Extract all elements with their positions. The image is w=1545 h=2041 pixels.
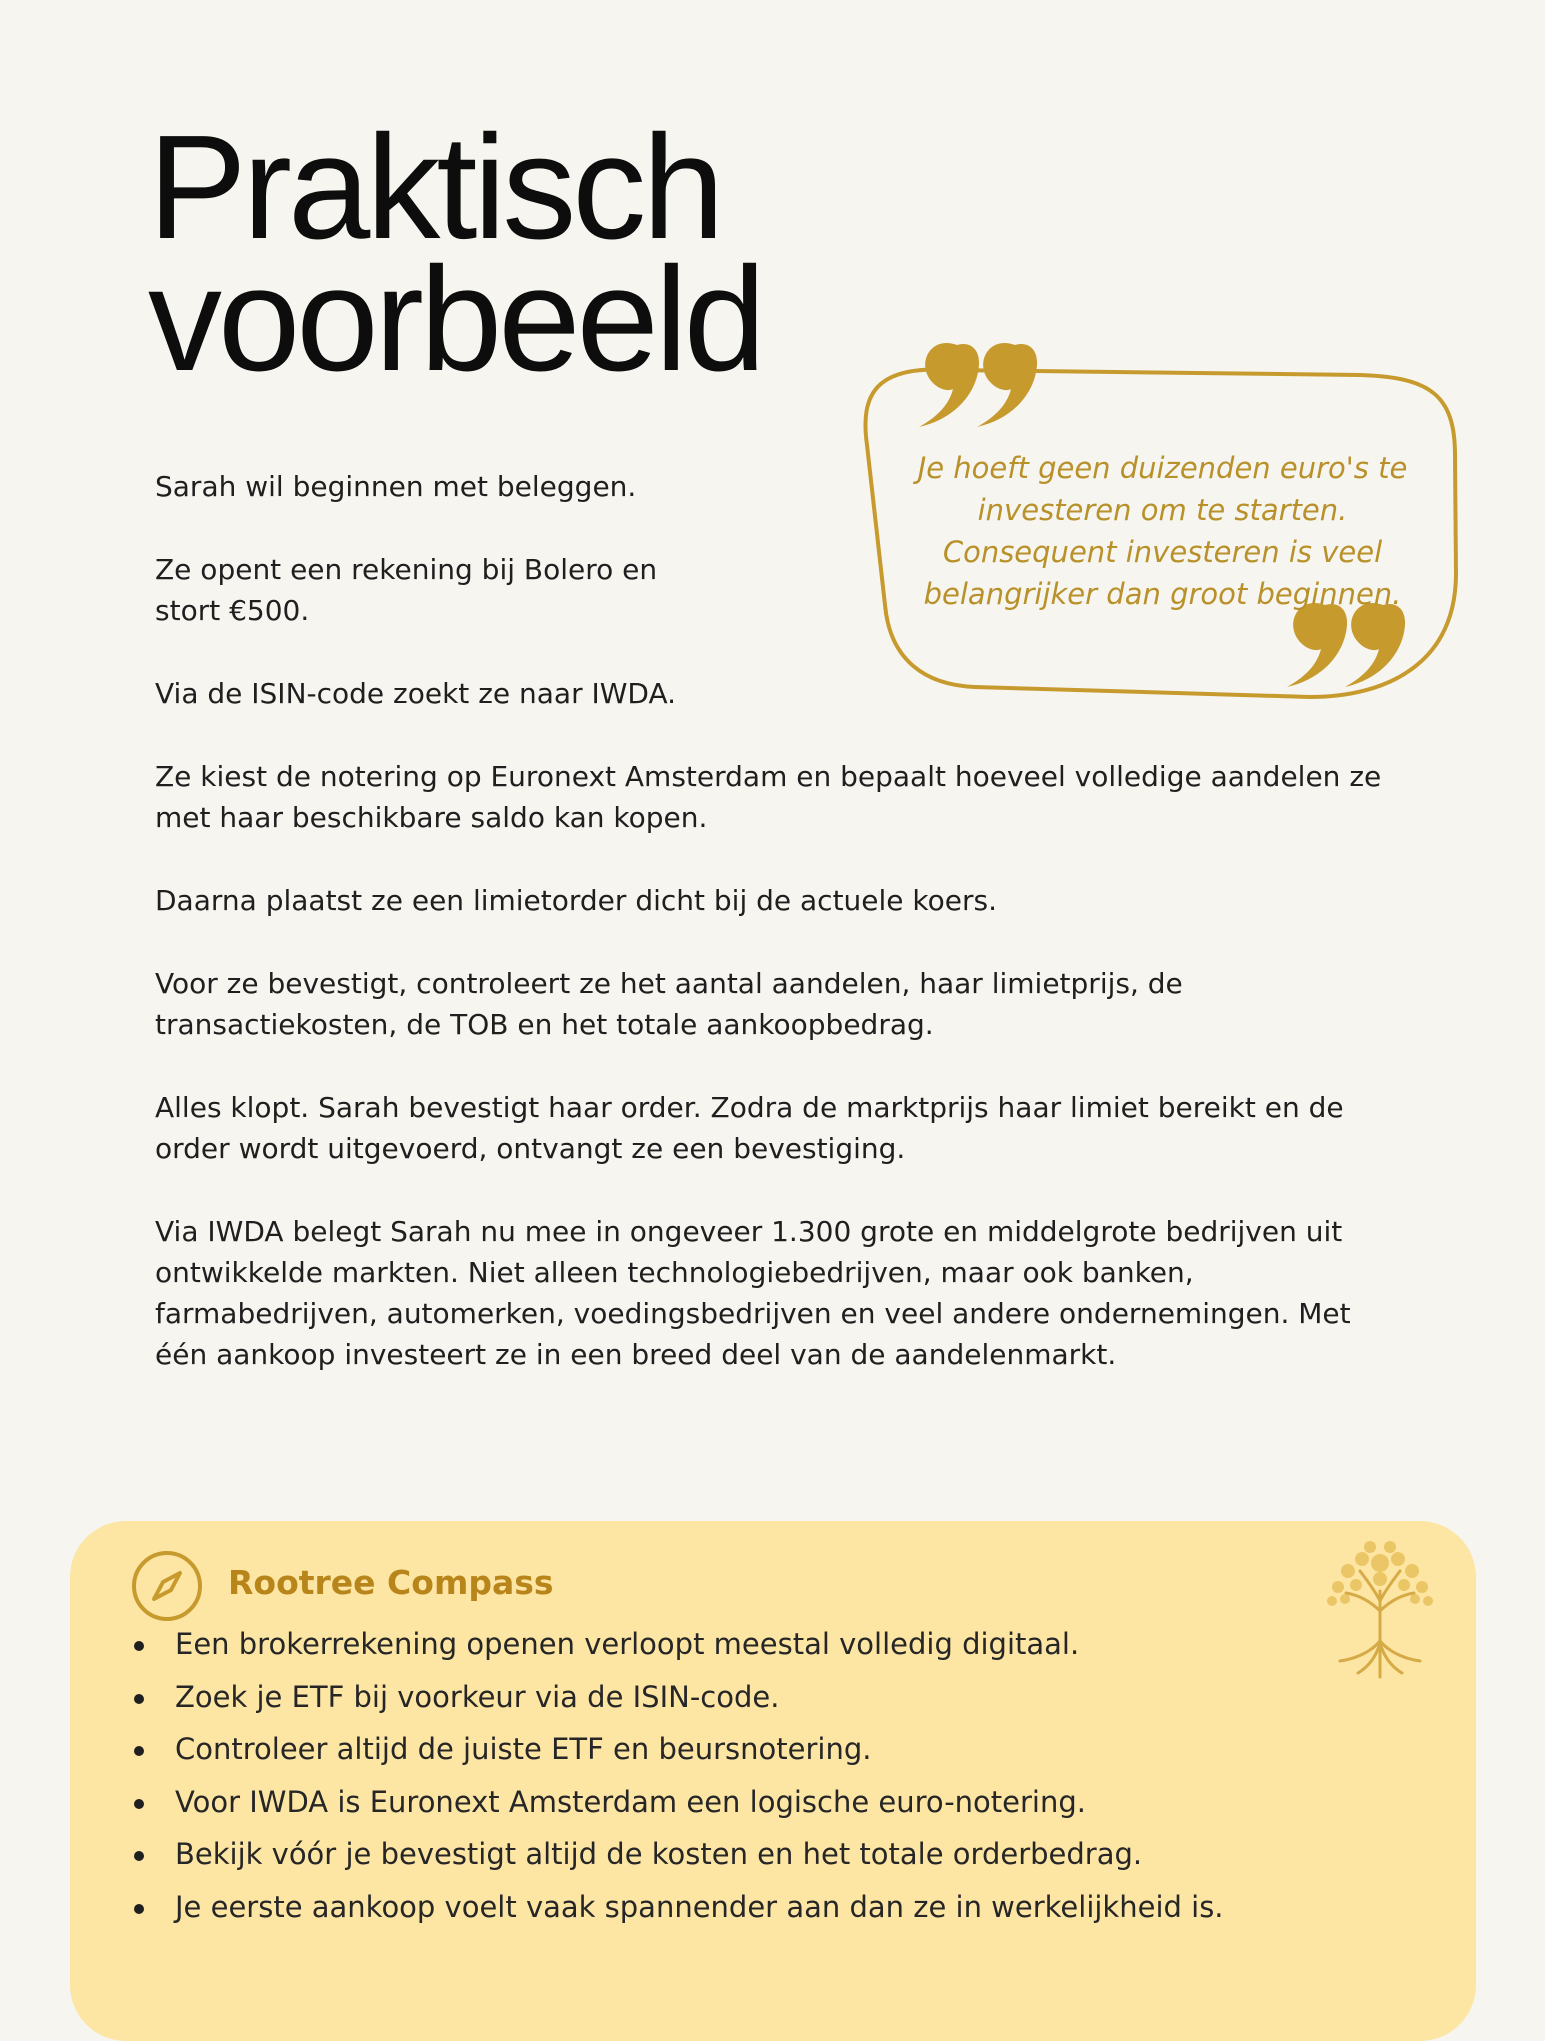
compass-list-item: Zoek je ETF bij voorkeur via de ISIN-code. [130, 1671, 1430, 1724]
story-paragraph: Via IWDA belegt Sarah nu mee in ongeveer 1.300 grote en middelgrote bedrijven uit ontwikkelde markten. Niet alleen technologiebedrijven, maar ook banken, farmabedrijven, automerken, voedingsbedrijven en veel andere ondernemingen. Met één aankoop investeert ze in een breed deel van de aandelenmarkt. [155, 1215, 1351, 1371]
compass-list-item: Controleer altijd de juiste ETF en beursnotering. [130, 1723, 1430, 1776]
quote-text: Je hoeft geen duizenden euro's te investeren om te starten. Consequent investeren is veel belangrijker dan groot beginnen. [917, 451, 1408, 611]
story-text [155, 466, 1385, 1417]
compass-list-item: Voor IWDA is Euronext Amsterdam een logische euro-notering. [130, 1776, 1430, 1829]
story-paragraph: Sarah wil beginnen met beleggen. [155, 470, 637, 503]
story-paragraph: Via de ISIN-code zoekt ze naar IWDA. [155, 677, 677, 710]
compass-list-item: Je eerste aankoop voelt vaak spannender aan dan ze in werkelijkheid is. [130, 1881, 1430, 1934]
compass-title: Rootree Compass [228, 1563, 554, 1602]
story-paragraph: Ze opent een rekening bij Bolero en stort €500. [155, 553, 658, 627]
story-paragraph: Voor ze bevestigt, controleert ze het aantal aandelen, haar limietprijs, de transactiekosten, de TOB en het totale aankoopbedrag. [155, 967, 1183, 1041]
compass-list-item: Bekijk vóór je bevestigt altijd de kosten en het totale orderbedrag. [130, 1828, 1430, 1881]
rootree-compass-box [70, 1521, 1476, 2041]
compass-list-item: Een brokerrekening openen verloopt meestal volledig digitaal. [130, 1618, 1430, 1671]
page-title-line-1: Praktisch [148, 105, 721, 270]
compass-icon [130, 1549, 204, 1623]
page-title [148, 105, 763, 402]
story-paragraph: Ze kiest de notering op Euronext Amsterdam en bepaalt hoeveel volledige aandelen ze met haar beschikbare saldo kan kopen. [155, 760, 1382, 834]
story-paragraph: Alles klopt. Sarah bevestigt haar order. Zodra de marktprijs haar limiet bereikt en de order wordt uitgevoerd, ontvangt ze een bevestiging. [155, 1091, 1344, 1165]
compass-list [130, 1618, 1430, 1933]
page-title-line-2: voorbeeld [148, 237, 763, 402]
story-paragraph: Daarna plaatst ze een limietorder dicht bij de actuele koers. [155, 884, 998, 917]
quote-open-icon [919, 343, 1037, 427]
